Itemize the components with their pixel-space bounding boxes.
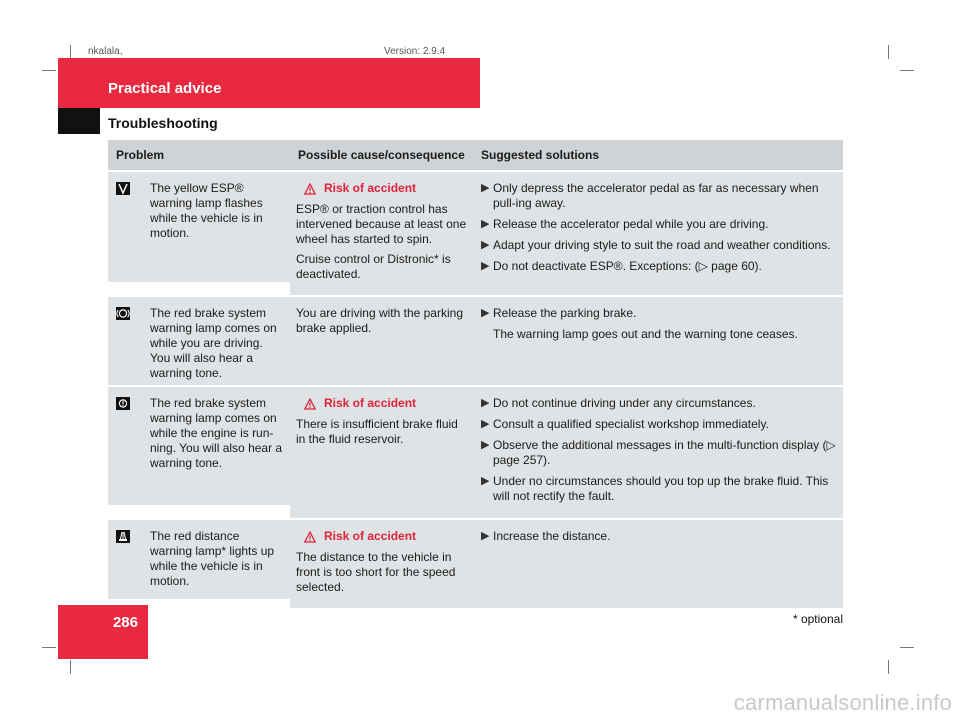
crop-mark bbox=[70, 45, 71, 59]
arrow-icon: ▶ bbox=[481, 182, 490, 194]
arrow-icon: ▶ bbox=[481, 260, 490, 272]
solution-item: ▶ Do not deactivate ESP®. Exceptions: (▷ page 60). bbox=[481, 259, 762, 273]
warning-triangle-icon bbox=[304, 531, 316, 543]
arrow-icon: ▶ bbox=[481, 530, 490, 542]
meta-version: Version: 2.9.4 bbox=[384, 46, 446, 57]
crop-mark bbox=[888, 660, 889, 674]
problem-text: The red distance warning lamp* lights up while the vehicle is in motion. bbox=[150, 529, 275, 588]
arrow-icon: ▶ bbox=[481, 239, 490, 251]
crop-mark bbox=[888, 45, 889, 59]
cause-text: You are driving with the parking brake applied. bbox=[296, 306, 463, 335]
solutions-cell bbox=[473, 520, 843, 608]
esp-warning-icon bbox=[116, 182, 130, 195]
risk-label: Risk of accident bbox=[324, 529, 417, 543]
header-tab bbox=[58, 108, 100, 134]
problem-cell bbox=[108, 387, 290, 505]
solution-item: ▶ Consult a qualified specialist workshop immediately. bbox=[481, 417, 769, 431]
crop-mark bbox=[900, 647, 914, 648]
problem-text: The yellow ESP® warning lamp flashes while the vehicle is in motion. bbox=[150, 181, 263, 240]
cause-text: ESP® or traction control has intervened because at least one wheel has started to spin. bbox=[296, 202, 467, 246]
brake-warning-icon bbox=[116, 397, 130, 410]
crop-mark bbox=[42, 70, 56, 71]
arrow-icon: ▶ bbox=[481, 439, 490, 451]
problem-text: The red brake system warning lamp comes on while the engine is run-ning. You will also hear a warning tone. bbox=[150, 396, 283, 470]
cause-cell bbox=[290, 520, 473, 608]
solution-item: ▶ Adapt your driving style to suit the road and weather conditions. bbox=[481, 238, 831, 252]
parking-brake-icon bbox=[116, 307, 130, 320]
solutions-cell bbox=[473, 387, 843, 518]
solution-item: ▶ Only depress the accelerator pedal as far as necessary when pull-ing away. bbox=[481, 181, 819, 210]
risk-warning bbox=[304, 181, 467, 196]
warning-triangle-icon bbox=[304, 398, 316, 410]
cause-cell bbox=[290, 172, 473, 295]
crop-mark bbox=[70, 660, 71, 674]
solutions-cell bbox=[473, 297, 843, 385]
solution-item: ▶ Release the accelerator pedal while you are driving. bbox=[481, 217, 769, 231]
problem-text: The red brake system warning lamp comes on while you are driving. You will also hear a warning tone. bbox=[150, 306, 277, 380]
troubleshooting-table bbox=[108, 140, 843, 608]
crop-mark bbox=[42, 647, 56, 648]
risk-label: Risk of accident bbox=[324, 181, 417, 195]
solution-item: ▶ Increase the distance. bbox=[481, 529, 611, 543]
cause-text: The distance to the vehicle in front is too short for the speed selected. bbox=[296, 550, 456, 594]
arrow-icon: ▶ bbox=[481, 307, 490, 319]
column-header-cause: Possible cause/consequence bbox=[290, 140, 473, 170]
solutions-cell bbox=[473, 172, 843, 295]
arrow-icon: ▶ bbox=[481, 397, 490, 409]
problem-cell bbox=[108, 520, 290, 599]
page-number: 286 bbox=[112, 614, 138, 631]
risk-warning bbox=[304, 396, 467, 411]
warning-triangle-icon bbox=[304, 183, 316, 195]
solution-item: ▶ Release the parking brake. bbox=[481, 306, 637, 320]
problem-cell bbox=[108, 172, 290, 282]
watermark: carmanualsonline.info bbox=[733, 690, 952, 715]
distance-warning-icon bbox=[116, 530, 130, 543]
meta-author: nkalala, bbox=[88, 46, 123, 57]
risk-label: Risk of accident bbox=[324, 396, 417, 410]
problem-cell bbox=[108, 297, 290, 385]
cause-cell bbox=[290, 387, 473, 518]
arrow-icon: ▶ bbox=[481, 418, 490, 430]
column-header-problem: Problem bbox=[108, 140, 290, 170]
crop-mark bbox=[900, 70, 914, 71]
column-header-solutions: Suggested solutions bbox=[473, 140, 843, 170]
cause-text: Cruise control or Distronic* is deactivated. bbox=[296, 252, 451, 281]
cause-text: There is insufficient brake fluid in the fluid reservoir. bbox=[296, 417, 458, 446]
footnote: * optional bbox=[792, 612, 843, 626]
arrow-icon: ▶ bbox=[481, 218, 490, 230]
solution-item: ▶ Do not continue driving under any circumstances. bbox=[481, 396, 756, 410]
cause-cell bbox=[290, 297, 473, 385]
solution-note: The warning lamp goes out and the warning tone ceases. bbox=[493, 327, 798, 341]
risk-warning bbox=[304, 529, 467, 544]
arrow-icon: ▶ bbox=[481, 475, 490, 487]
section-title: Troubleshooting bbox=[108, 115, 218, 131]
solution-item: ▶ Under no circumstances should you top up the brake fluid. This will not rectify the fault. bbox=[481, 474, 829, 503]
banner-title: Practical advice bbox=[108, 80, 222, 97]
solution-item: ▶ Observe the additional messages in the multi-function display (▷ page 257). bbox=[481, 438, 836, 467]
